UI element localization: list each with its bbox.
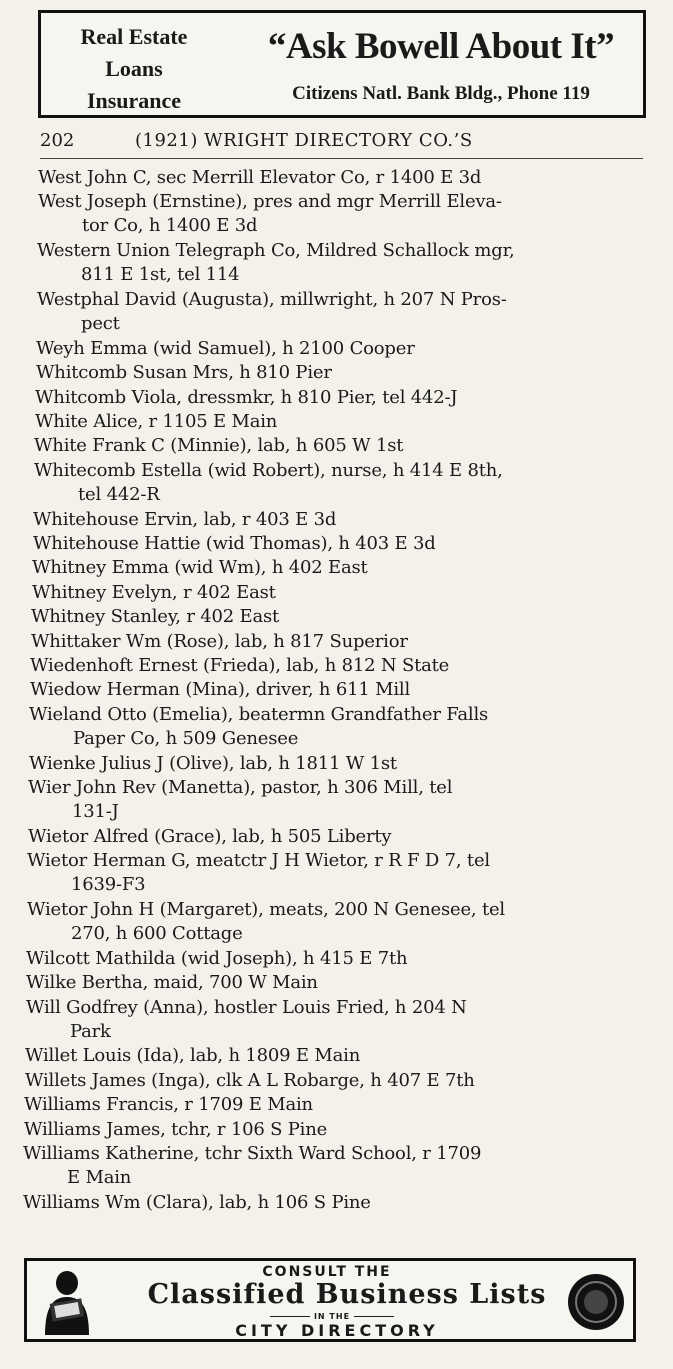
ad-headline: Classified Business Lists: [147, 1279, 547, 1310]
directory-entry: [26, 971, 318, 995]
ad-services: [59, 21, 209, 117]
entry-continuation: 131-J: [72, 801, 119, 822]
directory-entry: [24, 1093, 313, 1117]
entry-line: Weyh Emma (wid Samuel), h 2100 Cooper: [36, 338, 415, 359]
entry-line: Whitcomb Viola, dressmkr, h 810 Pier, tel 442-J: [35, 387, 458, 408]
directory-entry: [32, 581, 276, 605]
directory-entry: [26, 996, 467, 1044]
entry-line: Will Godfrey (Anna), hostler Louis Fried, h 204 N: [26, 997, 467, 1018]
directory-entry: [30, 678, 410, 702]
running-header: [40, 128, 643, 159]
directory-entry: [26, 947, 407, 971]
entry-line: Westphal David (Augusta), millwright, h 207 N Pros-: [37, 289, 507, 310]
directory-entry: [27, 849, 490, 897]
entry-line: Wilke Bertha, maid, 700 W Main: [26, 972, 318, 993]
directory-entry: [38, 190, 502, 238]
entry-continuation: Park: [70, 1021, 111, 1042]
ad-contact: Citizens Natl. Bank Bldg., Phone 119: [292, 83, 590, 104]
seal-icon: [567, 1273, 625, 1331]
entry-line: Whittaker Wm (Rose), lab, h 817 Superior: [31, 631, 408, 652]
entry-line: White Alice, r 1105 E Main: [35, 411, 278, 432]
entry-line: Wieland Otto (Emelia), beatermn Grandfather Falls: [29, 704, 489, 725]
entry-line: Williams James, tchr, r 106 S Pine: [24, 1119, 328, 1140]
entry-line: Willets James (Inga), clk A L Robarge, h 407 E 7th: [25, 1070, 475, 1091]
directory-entry: [23, 1191, 371, 1215]
ad-service-insurance: Insurance: [86, 88, 182, 113]
running-title: (1921) WRIGHT DIRECTORY CO.’S: [135, 130, 473, 151]
directory-entry: [28, 776, 452, 824]
ad-service-real-estate: Real Estate: [80, 24, 188, 49]
entry-line: Wietor Alfred (Grace), lab, h 505 Liberty: [28, 826, 392, 847]
directory-entry: [35, 386, 457, 410]
entry-continuation: 811 E 1st, tel 114: [81, 264, 240, 285]
directory-entry: [34, 459, 503, 507]
entry-line: Wiedow Herman (Mina), driver, h 611 Mill: [30, 679, 411, 700]
entry-line: West Joseph (Ernstine), pres and mgr Merrill Eleva-: [38, 191, 502, 212]
entry-line: Wietor Herman G, meatctr J H Wietor, r R F D 7, tel: [27, 850, 490, 871]
ad-city-directory: CITY DIRECTORY: [235, 1321, 439, 1340]
entry-continuation: E Main: [67, 1167, 132, 1188]
top-advertisement: [38, 10, 646, 118]
directory-entry: [30, 654, 449, 678]
directory-entry: [28, 825, 391, 849]
ad-consult: CONSULT THE: [262, 1264, 392, 1280]
entry-line: Wilcott Mathilda (wid Joseph), h 415 E 7th: [26, 948, 408, 969]
entry-line: Whitney Stanley, r 402 East: [31, 606, 280, 627]
entry-line: Wienke Julius J (Olive), lab, h 1811 W 1st: [29, 753, 397, 774]
entry-line: Whitehouse Hattie (wid Thomas), h 403 E 3d: [33, 533, 436, 554]
entry-line: Whitehouse Ervin, lab, r 403 E 3d: [33, 509, 337, 530]
entry-continuation: tor Co, h 1400 E 3d: [82, 215, 258, 236]
directory-entry: [29, 703, 488, 751]
reader-figure-icon: [37, 1267, 97, 1337]
directory-entry: [31, 605, 279, 629]
entry-line: Wiedenhoft Ernest (Frieda), lab, h 812 N State: [30, 655, 450, 676]
directory-entry: [25, 1069, 475, 1093]
entry-line: Whitecomb Estella (wid Robert), nurse, h 414 E 8th,: [34, 460, 503, 481]
entry-line: Whitcomb Susan Mrs, h 810 Pier: [36, 362, 332, 383]
entry-line: White Frank C (Minnie), lab, h 605 W 1st: [34, 435, 404, 456]
directory-entry: [33, 508, 336, 532]
ad-in-the: IN THE: [257, 1312, 407, 1321]
directory-entry: [36, 361, 332, 385]
entry-line: Wietor John H (Margaret), meats, 200 N Genesee, tel: [27, 899, 505, 920]
entry-line: Wier John Rev (Manetta), pastor, h 306 Mill, tel: [28, 777, 453, 798]
entry-line: West John C, sec Merrill Elevator Co, r 1400 E 3d: [38, 167, 482, 188]
page-number: 202: [40, 130, 75, 151]
entry-continuation: tel 442-R: [78, 484, 160, 505]
directory-entry: [35, 410, 277, 434]
directory-entry: [38, 166, 481, 190]
entry-line: Whitney Evelyn, r 402 East: [32, 582, 276, 603]
entry-line: Western Union Telegraph Co, Mildred Schallock mgr,: [37, 240, 515, 261]
entry-line: Williams Francis, r 1709 E Main: [24, 1094, 313, 1115]
entry-continuation: 1639-F3: [71, 874, 146, 895]
directory-entry: [23, 1142, 481, 1190]
directory-entry: [24, 1118, 327, 1142]
entry-continuation: 270, h 600 Cottage: [71, 923, 243, 944]
directory-entry: [37, 288, 507, 336]
directory-entry: [33, 532, 436, 556]
entry-continuation: Paper Co, h 509 Genesee: [73, 728, 299, 749]
directory-entry: [31, 630, 408, 654]
directory-entry: [37, 239, 515, 287]
directory-entry: [29, 752, 397, 776]
ad-slogan: “Ask Bowell About It”: [267, 26, 615, 67]
directory-entry: [34, 434, 403, 458]
bottom-advertisement: [24, 1258, 636, 1342]
entry-line: Williams Wm (Clara), lab, h 106 S Pine: [23, 1192, 371, 1213]
entry-line: Whitney Emma (wid Wm), h 402 East: [32, 557, 368, 578]
entry-line: Willet Louis (Ida), lab, h 1809 E Main: [25, 1045, 361, 1066]
directory-entry: [36, 337, 415, 361]
entry-line: Williams Katherine, tchr Sixth Ward School, r 1709: [23, 1143, 482, 1164]
directory-entry: [27, 898, 505, 946]
directory-entry: [25, 1044, 360, 1068]
directory-entry: [32, 556, 368, 580]
ad-service-loans: Loans: [105, 56, 163, 81]
entry-continuation: pect: [81, 313, 120, 334]
